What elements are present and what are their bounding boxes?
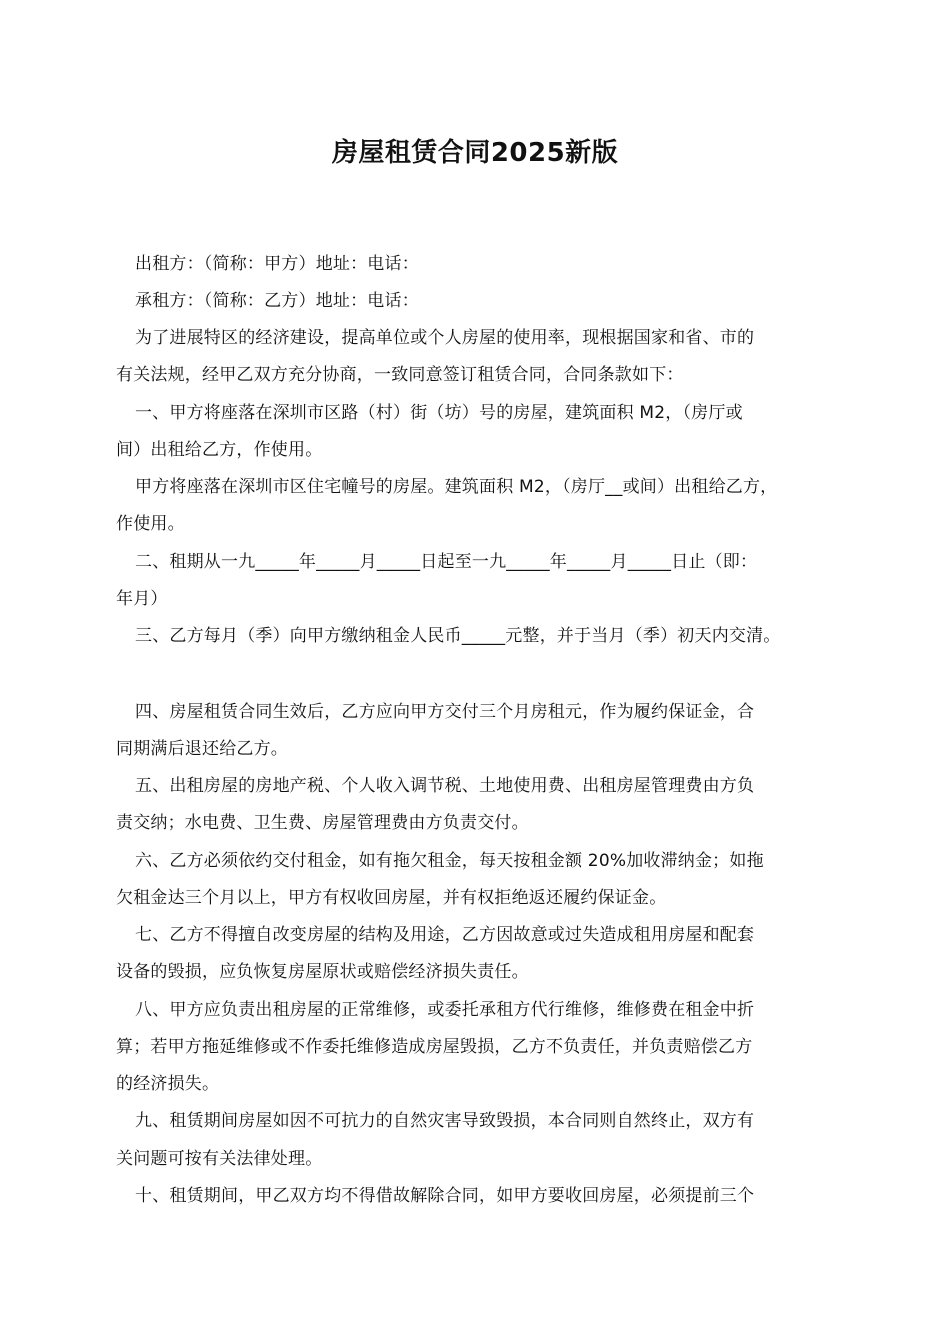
clause-8-line-1: 八、甲方应负责出租房屋的正常维修，或委托承租方代行维修，维修费在租金中折 [135, 1000, 755, 1020]
clause-3-line-1: 三、乙方每月（季）向甲方缴纳租金人民币_____元整，并于当月（季）初天内交清。 [135, 626, 781, 646]
clause-4-line-1: 四、房屋租赁合同生效后，乙方应向甲方交付三个月房租元，作为履约保证金，合 [135, 702, 755, 722]
clause-6-line-1: 六、乙方必须依约交付租金，如有拖欠租金，每天按租金额 20%加收滞纳金；如拖 [135, 851, 764, 871]
document-title: 房屋租赁合同2025新版 [331, 138, 619, 168]
clause-1-line-1: 一、甲方将座落在深圳市区路（村）街（坊）号的房屋，建筑面积 M2，（房厅或 [135, 403, 743, 423]
clause-1b-line-2: 作使用。 [116, 514, 185, 534]
preamble-line-2: 有关法规，经甲乙双方充分协商，一致同意签订租赁合同，合同条款如下： [116, 365, 684, 385]
clause-1-line-2: 间）出租给乙方，作使用。 [116, 440, 323, 460]
clause-2-line-1: 二、租期从一九_____年_____月_____日起至一九_____年_____月_____日止（即： [135, 552, 758, 572]
clause-5-line-2: 责交纳；水电费、卫生费、房屋管理费由方负责交付。 [116, 813, 529, 833]
clause-10-line-1: 十、租赁期间，甲乙双方均不得借故解除合同，如甲方要收回房屋，必须提前三个 [135, 1186, 755, 1206]
lessee-line: 承租方：（简称：乙方）地址：电话： [135, 291, 419, 311]
clause-9-line-2: 关问题可按有关法律处理。 [116, 1149, 323, 1169]
clause-1b-line-1: 甲方将座落在深圳市区住宅幢号的房屋。建筑面积 M2，（房厅__或间）出租给乙方， [135, 477, 778, 497]
clause-9-line-1: 九、租赁期间房屋如因不可抗力的自然灾害导致毁损，本合同则自然终止，双方有 [135, 1111, 755, 1131]
clause-2-line-2: 年月） [116, 589, 168, 609]
preamble-line-1: 为了进展特区的经济建设，提高单位或个人房屋的使用率，现根据国家和省、市的 [135, 328, 755, 348]
clause-8-line-2: 算；若甲方拖延维修或不作委托维修造成房屋毁损，乙方不负责任，并负责赔偿乙方 [116, 1037, 753, 1057]
clause-8-line-3: 的经济损失。 [116, 1074, 220, 1094]
lessor-line: 出租方：（简称：甲方）地址：电话： [135, 254, 419, 274]
clause-5-line-1: 五、出租房屋的房地产税、个人收入调节税、土地使用费、出租房屋管理费由方负 [135, 776, 755, 796]
clause-7-line-1: 七、乙方不得擅自改变房屋的结构及用途，乙方因故意或过失造成租用房屋和配套 [135, 925, 755, 945]
clause-4-line-2: 同期满后退还给乙方。 [116, 739, 288, 759]
clause-7-line-2: 设备的毁损，应负恢复房屋原状或赔偿经济损失责任。 [116, 962, 529, 982]
clause-6-line-2: 欠租金达三个月以上，甲方有权收回房屋，并有权拒绝返还履约保证金。 [116, 888, 667, 908]
